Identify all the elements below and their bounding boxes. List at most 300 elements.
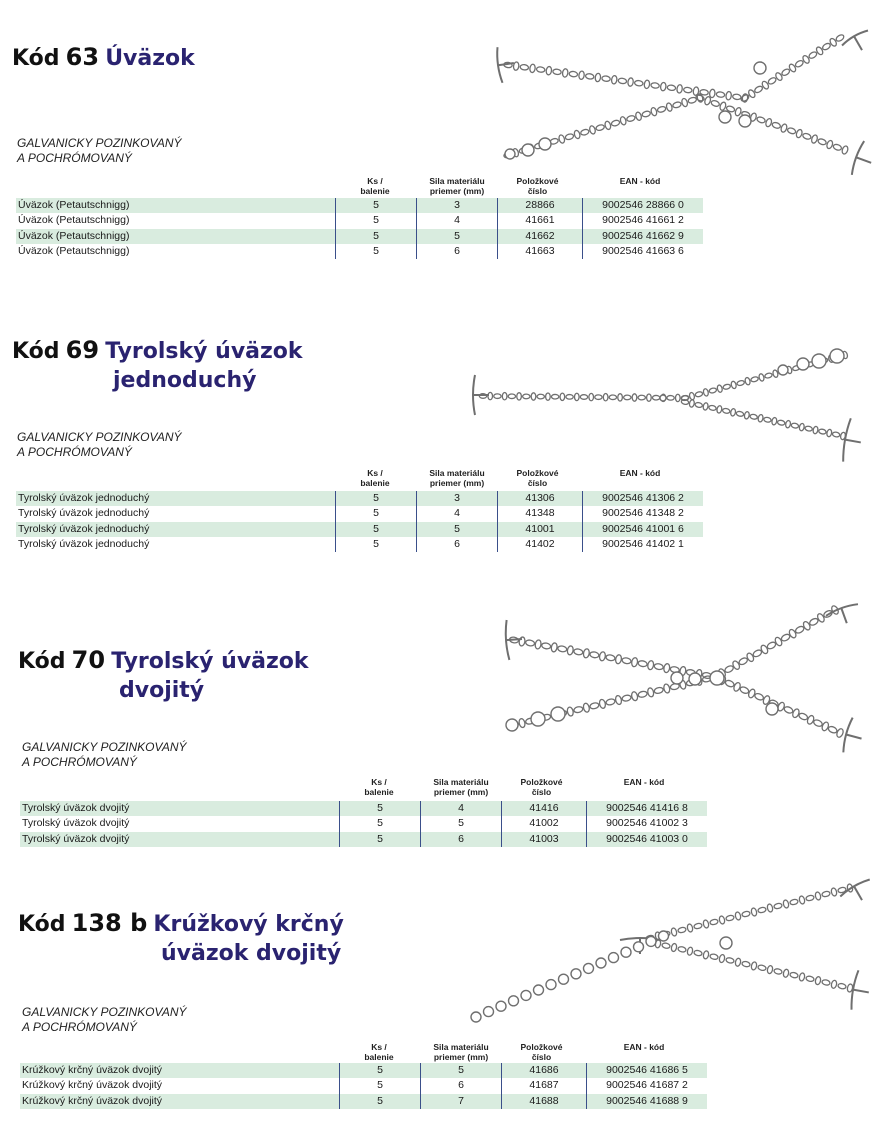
table-row [16, 229, 703, 244]
chain-link [654, 687, 664, 695]
chain-link [622, 694, 632, 702]
chain-link [689, 392, 695, 400]
cell-ks: 5 [336, 491, 417, 506]
chain-link [595, 73, 601, 82]
chain-ring [778, 365, 788, 375]
chain-link [675, 394, 680, 401]
chain-link [624, 395, 631, 400]
chain-link [647, 687, 655, 697]
cell-polozka: 41688 [502, 1094, 587, 1109]
header-ean: EAN - kód [623, 777, 665, 787]
chain-link [589, 651, 599, 658]
chain-strand [681, 399, 846, 440]
chain-ring [539, 138, 551, 150]
chain-link [618, 394, 623, 401]
cell-ean: 9002546 41402 1 [583, 537, 704, 552]
chain-link [723, 384, 731, 390]
chain-link [631, 691, 639, 701]
chain-link [569, 71, 578, 77]
chain-link [765, 118, 773, 128]
chain-link [822, 979, 831, 986]
chain-link [589, 393, 594, 400]
chain-link [818, 429, 826, 435]
chain-link [611, 75, 617, 84]
product-table-body [16, 198, 703, 259]
header-sila: Sila materiálu priemer (mm) [433, 1042, 489, 1062]
chain-link [835, 34, 845, 43]
chain-link [751, 908, 758, 917]
chain-link [602, 76, 611, 82]
chain-illustration [490, 10, 880, 190]
chain-link [574, 393, 579, 400]
finish-subtitle [22, 1005, 187, 1035]
chain-link [799, 896, 806, 905]
chain-link [687, 947, 694, 956]
chain-link [726, 915, 735, 922]
chain-link [638, 660, 648, 667]
cell-product-name: Úväzok (Petautschnigg) [18, 245, 130, 258]
toggle-bar-stem [854, 886, 862, 900]
chain-link [737, 380, 745, 386]
chain-ring [522, 144, 534, 156]
cell-ean: 9002546 41662 9 [583, 229, 704, 244]
chain-link [764, 372, 772, 378]
chain-ring [471, 1012, 481, 1022]
chain-illustration [460, 870, 870, 1035]
chain-link [663, 663, 670, 673]
cell-ks: 5 [336, 229, 417, 244]
chain-link [578, 71, 584, 80]
chain-link [573, 706, 583, 714]
cell-ean: 9002546 41306 2 [583, 491, 704, 506]
chain-link [826, 429, 832, 437]
subtitle-line-1: GALVANICKY POZINKOVANÝ [22, 1005, 187, 1019]
chain-ring [830, 349, 844, 363]
product-name: Tyrolský úväzok [111, 649, 309, 674]
chain-link [742, 911, 751, 918]
chain-link [615, 654, 622, 664]
header-ean: EAN - kód [623, 1042, 665, 1052]
chain-link [523, 394, 530, 399]
chain-link [560, 393, 565, 400]
chain-link [573, 648, 583, 655]
chain-link [631, 657, 638, 667]
chain-link [647, 660, 654, 670]
chain-link [605, 698, 615, 706]
chain-illustration [465, 340, 865, 470]
chain-link [557, 645, 567, 652]
chain-link [652, 395, 659, 400]
chain-link [817, 138, 827, 146]
cell-polozka: 41686 [502, 1063, 587, 1078]
chain-link [719, 101, 727, 111]
header-sila: Sila materiálu priemer (mm) [429, 468, 485, 488]
chain-ring [671, 672, 683, 684]
chain-link [785, 420, 791, 428]
chain-link [562, 68, 568, 77]
chain-link [518, 637, 525, 647]
chain-ring [496, 1001, 506, 1011]
chain-link [620, 116, 627, 125]
chain-link [580, 129, 589, 136]
chain-ring [531, 712, 545, 726]
chain-link [754, 692, 764, 701]
product-name: Tyrolský úväzok [105, 339, 303, 364]
chain-link [525, 639, 535, 646]
chain-ring [551, 707, 565, 721]
chain-link [546, 66, 552, 75]
chain-strand [646, 939, 854, 993]
chain-link [758, 373, 764, 381]
chain-link [667, 396, 674, 401]
cell-ks: 5 [340, 801, 421, 816]
cell-ean: 9002546 41687 2 [587, 1078, 708, 1093]
chain-ring [521, 990, 531, 1000]
chain-ring [812, 354, 826, 368]
cell-ean: 9002546 41686 5 [587, 1063, 708, 1078]
chain-link [603, 394, 608, 401]
cell-product-name: Tyrolský úväzok jednoduchý [16, 491, 336, 506]
code-label: Kód [18, 649, 66, 674]
table-row [16, 213, 703, 228]
chain-link [736, 411, 744, 417]
chain-link [627, 78, 633, 87]
chain-ring [646, 936, 656, 946]
chain-link [739, 686, 749, 695]
cell-product-name: Krúžkový krčný úväzok dvojitý [20, 1063, 340, 1078]
cell-ean: 9002546 41348 2 [583, 506, 704, 521]
table-row [20, 1063, 707, 1078]
chain-link [742, 961, 751, 968]
chain-link [754, 85, 764, 94]
chain-link [689, 399, 695, 407]
subtitle-line-2: A POCHRÓMOVANÝ [22, 755, 137, 769]
cell-ks: 5 [340, 1063, 421, 1078]
subtitle-line-1: GALVANICKY POZINKOVANÝ [22, 740, 187, 754]
cell-sila: 5 [417, 229, 498, 244]
table-row [16, 491, 703, 506]
subtitle-line-2: A POCHRÓMOVANÝ [22, 1020, 137, 1034]
header-sila: Sila materiálu priemer (mm) [429, 176, 485, 196]
chain-link [703, 388, 709, 396]
chain-link [638, 691, 648, 699]
chain-strand [509, 636, 718, 681]
chain-rings [506, 671, 778, 731]
chain-link [731, 381, 737, 389]
header-ks: Ks / balenie [364, 777, 394, 797]
cell-ks: 5 [340, 832, 421, 847]
toggle-bar [841, 717, 866, 756]
cell-polozka: 41002 [502, 816, 587, 831]
cell-ks: 5 [340, 1078, 421, 1093]
chain-ring [509, 996, 519, 1006]
cell-ean: 9002546 41002 3 [587, 816, 708, 831]
chain-link [783, 900, 790, 909]
chain-link [735, 912, 742, 921]
table-row [20, 816, 707, 831]
cell-ean: 9002546 41416 8 [587, 801, 708, 816]
chain-link [709, 387, 717, 393]
chain-link [611, 119, 620, 126]
table-row [16, 537, 703, 552]
chain-link [832, 431, 840, 437]
chain-illustration [490, 585, 870, 765]
chain-link [767, 76, 777, 85]
product-table [16, 491, 703, 552]
cell-sila: 5 [421, 1063, 502, 1078]
chain-link [671, 928, 678, 937]
header-ks: Ks / balenie [360, 468, 390, 488]
product-name: Krúžkový krčný [153, 912, 344, 937]
cell-product-name: Tyrolský úväzok jednoduchý [18, 538, 150, 551]
chain-ring [609, 953, 619, 963]
cell-product-name: Krúžkový krčný úväzok dvojitý [22, 1079, 163, 1092]
chain-link [615, 695, 623, 705]
chain-ring [584, 963, 594, 973]
chain-ring [559, 974, 569, 984]
chain-rings [660, 395, 666, 401]
chain-link [806, 975, 815, 982]
header-polozka: Položkové číslo [516, 468, 559, 488]
subtitle-line-1: GALVANICKY POZINKOVANÝ [17, 136, 182, 150]
chain-ring [766, 703, 778, 715]
chain-ring [484, 1007, 494, 1017]
chain-link [790, 899, 799, 906]
toggle-bar-stem [856, 157, 871, 162]
chain-link [719, 916, 726, 925]
chain-ring [719, 111, 731, 123]
chain-link [710, 100, 720, 108]
product-table-body [20, 801, 707, 847]
chain-link [635, 112, 642, 121]
chain-link [726, 91, 732, 100]
chain-link [709, 89, 715, 98]
cell-sila: 6 [421, 832, 502, 847]
chain-link [604, 121, 611, 130]
chain-rings [720, 937, 732, 949]
code-label: Kód [12, 46, 60, 71]
chain-link [806, 895, 815, 902]
toggle-bar [505, 619, 524, 660]
chain-link [833, 143, 843, 151]
header-ean: EAN - kód [619, 468, 661, 478]
section-kod-63 [0, 0, 883, 280]
code-number: 70 [71, 646, 106, 674]
chain-ring [505, 149, 515, 159]
chain-link [589, 125, 596, 134]
chain-link [671, 943, 678, 952]
chain-link [724, 679, 734, 688]
chain-link [632, 394, 637, 401]
chain-link [634, 80, 643, 86]
code-label: Kód [12, 339, 60, 364]
cell-ks: 5 [336, 522, 417, 537]
header-ks: Ks / balenie [360, 176, 390, 196]
toggle-bar-stem [854, 36, 862, 50]
chain-link [583, 703, 591, 713]
chain-link [772, 122, 782, 130]
chain-link [535, 640, 542, 650]
chain-link [716, 405, 722, 413]
cell-product-name: Tyrolský úväzok dvojitý [20, 801, 340, 816]
chain-link [838, 983, 847, 990]
toggle-bar [841, 418, 864, 464]
chain-link [667, 85, 676, 91]
chain-link [767, 965, 774, 974]
toggle-bar-stem [846, 734, 861, 738]
section-title [12, 336, 303, 393]
chain-link [717, 385, 723, 393]
section-title [12, 43, 195, 73]
chain-link [751, 961, 758, 970]
chain-link [541, 642, 551, 649]
table-row [16, 506, 703, 521]
chain-link [508, 394, 515, 399]
product-name-line-2: dvojitý [119, 678, 205, 703]
chain-ring [739, 115, 751, 127]
chain-link [583, 648, 590, 658]
chain-link [595, 124, 604, 131]
product-table [20, 801, 707, 847]
cell-ean: 9002546 41688 9 [587, 1094, 708, 1109]
chain-link [694, 923, 703, 930]
cell-product-name: Úväzok (Petautschnigg) [16, 198, 336, 213]
table-row [20, 801, 707, 816]
chain-link [626, 115, 635, 122]
chain-link [678, 946, 687, 953]
cell-product-name: Tyrolský úväzok jednoduchý [16, 522, 336, 537]
chain-link [654, 663, 664, 670]
chain-link [750, 376, 758, 382]
table-row [16, 522, 703, 537]
chain-link [518, 718, 526, 728]
chain-ring [634, 942, 644, 952]
header-polozka: Položkové číslo [516, 176, 559, 196]
chain-link [678, 927, 687, 934]
section-kod-70 [0, 585, 883, 865]
cell-polozka: 41348 [498, 506, 583, 521]
code-number: 63 [65, 43, 100, 71]
product-name-line-2: jednoduchý [113, 368, 257, 393]
chain-link [537, 394, 544, 399]
chain-link [618, 78, 627, 84]
chain-link [758, 414, 764, 422]
chain-link [710, 953, 719, 960]
chain-link [599, 651, 606, 661]
chain-link [815, 976, 822, 985]
section-title [18, 646, 309, 703]
chain-ring [546, 980, 556, 990]
toggle-bar-stem [841, 608, 846, 623]
chain-link [811, 134, 819, 144]
chain-link [566, 395, 573, 400]
chain-link [687, 924, 694, 933]
chain-link [750, 414, 758, 420]
cell-polozka: 41001 [498, 522, 583, 537]
chain-link [638, 395, 645, 400]
cell-sila: 6 [421, 1078, 502, 1093]
cell-sila: 4 [417, 213, 498, 228]
header-polozka: Položkové číslo [520, 777, 563, 797]
chain-link [517, 393, 522, 400]
chain-link [771, 417, 777, 425]
chain-link [780, 123, 788, 133]
table-row [20, 1078, 707, 1093]
header-sila: Sila materiálu priemer (mm) [433, 777, 489, 797]
chain-link [567, 645, 574, 655]
chain-strand [710, 605, 840, 682]
finish-subtitle [17, 136, 182, 166]
chain-link [703, 950, 710, 959]
section-title [18, 909, 344, 966]
chain-link [553, 69, 562, 75]
toggle-bar-stem [845, 440, 861, 443]
cell-polozka: 41003 [502, 832, 587, 847]
cell-ks: 5 [336, 198, 417, 213]
section-kod-138b [0, 865, 883, 1138]
cell-sila: 5 [421, 816, 502, 831]
chain-link [704, 96, 712, 106]
chain-link [812, 426, 818, 434]
chain-link [831, 888, 838, 897]
cell-polozka: 41662 [498, 229, 583, 244]
cell-product-name: Úväzok (Petautschnigg) [16, 229, 336, 244]
header-polozka: Položkové číslo [520, 1042, 563, 1062]
chain-link [502, 393, 507, 400]
chain-link [719, 954, 726, 963]
chain-link [799, 973, 806, 982]
chain-link [513, 62, 519, 71]
chain-link [660, 82, 666, 91]
chain-link [703, 920, 710, 929]
chain-ring [506, 719, 518, 731]
chain-link [606, 654, 616, 661]
chain-link [567, 707, 575, 717]
chain-link [734, 107, 742, 117]
chain-link [794, 59, 804, 68]
chain-link [651, 82, 660, 88]
toggle-bar [496, 45, 517, 83]
chain-link [726, 957, 735, 964]
header-ks: Ks / balenie [364, 1042, 394, 1062]
header-ean: EAN - kód [619, 176, 661, 186]
chain-link [585, 73, 594, 79]
product-table [20, 1063, 707, 1109]
cell-sila: 5 [417, 522, 498, 537]
chain-link [716, 91, 725, 97]
chain-link [683, 87, 692, 93]
toggle-bar [850, 970, 870, 1012]
chain-link [663, 684, 671, 694]
chain-link [767, 904, 774, 913]
cell-ks: 5 [336, 506, 417, 521]
cell-polozka: 41306 [498, 491, 583, 506]
chain-link [798, 712, 808, 721]
chain-link [783, 969, 790, 978]
chain-link [551, 394, 558, 399]
chain-link [694, 950, 703, 957]
cell-ean: 9002546 41001 6 [583, 522, 704, 537]
chain-link [488, 392, 493, 399]
chain-link [774, 903, 783, 910]
chain-link [740, 94, 750, 103]
subtitle-line-1: GALVANICKY POZINKOVANÝ [17, 430, 182, 444]
chain-link [774, 968, 783, 975]
chain-link [681, 98, 688, 107]
chain-link [589, 702, 599, 710]
chain-link [531, 393, 536, 400]
product-name: Úväzok [105, 46, 195, 71]
